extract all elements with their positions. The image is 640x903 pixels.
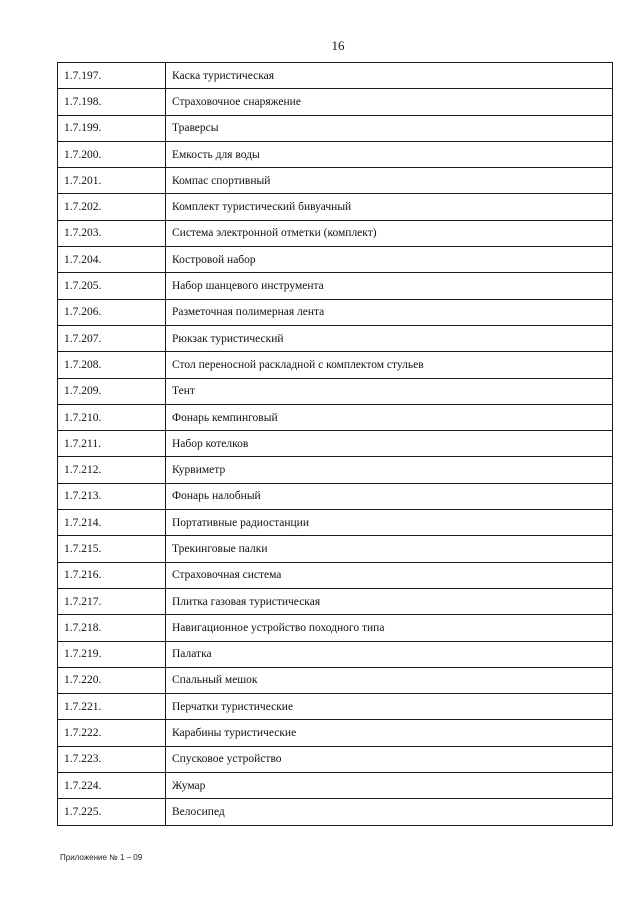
table-row xyxy=(58,115,613,141)
item-number: 1.7.219. xyxy=(58,641,166,667)
item-number: 1.7.204. xyxy=(58,247,166,273)
item-name: Набор котелков xyxy=(166,431,613,457)
item-name: Компас спортивный xyxy=(166,168,613,194)
item-number: 1.7.209. xyxy=(58,378,166,404)
item-number: 1.7.210. xyxy=(58,404,166,430)
item-name: Спусковое устройство xyxy=(166,746,613,772)
item-number: 1.7.211. xyxy=(58,431,166,457)
item-name: Тент xyxy=(166,378,613,404)
item-name: Перчатки туристические xyxy=(166,694,613,720)
table-row xyxy=(58,247,613,273)
item-name: Трекинговые палки xyxy=(166,536,613,562)
item-number: 1.7.206. xyxy=(58,299,166,325)
table-row xyxy=(58,746,613,772)
table-row xyxy=(58,588,613,614)
item-number: 1.7.224. xyxy=(58,773,166,799)
table-row xyxy=(58,220,613,246)
item-number: 1.7.216. xyxy=(58,562,166,588)
item-name: Портативные радиостанции xyxy=(166,510,613,536)
table-row xyxy=(58,168,613,194)
item-name: Комплект туристический бивуачный xyxy=(166,194,613,220)
item-number: 1.7.201. xyxy=(58,168,166,194)
item-name: Костровой набор xyxy=(166,247,613,273)
item-number: 1.7.208. xyxy=(58,352,166,378)
table-row xyxy=(58,378,613,404)
item-number: 1.7.225. xyxy=(58,799,166,825)
table-row xyxy=(58,141,613,167)
item-name: Велосипед xyxy=(166,799,613,825)
item-number: 1.7.223. xyxy=(58,746,166,772)
table-row xyxy=(58,404,613,430)
table-row xyxy=(58,325,613,351)
item-name: Каска туристическая xyxy=(166,63,613,89)
table-row xyxy=(58,694,613,720)
page-number: 16 xyxy=(331,38,345,53)
table-row xyxy=(58,536,613,562)
item-number: 1.7.212. xyxy=(58,457,166,483)
item-name: Траверсы xyxy=(166,115,613,141)
table-row xyxy=(58,615,613,641)
table-row xyxy=(58,299,613,325)
equipment-table xyxy=(57,62,613,826)
item-number: 1.7.197. xyxy=(58,63,166,89)
table-row xyxy=(58,641,613,667)
item-number: 1.7.217. xyxy=(58,588,166,614)
item-name: Разметочная полимерная лента xyxy=(166,299,613,325)
item-number: 1.7.203. xyxy=(58,220,166,246)
table-row xyxy=(58,457,613,483)
item-number: 1.7.199. xyxy=(58,115,166,141)
item-name: Страховочное снаряжение xyxy=(166,89,613,115)
item-name: Карабины туристические xyxy=(166,720,613,746)
table-row xyxy=(58,510,613,536)
item-name: Страховочная система xyxy=(166,562,613,588)
item-number: 1.7.214. xyxy=(58,510,166,536)
item-name: Плитка газовая туристическая xyxy=(166,588,613,614)
item-number: 1.7.202. xyxy=(58,194,166,220)
item-number: 1.7.222. xyxy=(58,720,166,746)
item-name: Жумар xyxy=(166,773,613,799)
page-footer: Приложение № 1 – 09 xyxy=(60,853,143,862)
item-number: 1.7.215. xyxy=(58,536,166,562)
table-row xyxy=(58,667,613,693)
item-name: Рюкзак туристический xyxy=(166,325,613,351)
item-name: Система электронной отметки (комплект) xyxy=(166,220,613,246)
table-row xyxy=(58,63,613,89)
item-name: Набор шанцевого инструмента xyxy=(166,273,613,299)
table-row xyxy=(58,89,613,115)
item-number: 1.7.218. xyxy=(58,615,166,641)
item-name: Фонарь кемпинговый xyxy=(166,404,613,430)
table-row xyxy=(58,562,613,588)
item-name: Палатка xyxy=(166,641,613,667)
table-body xyxy=(58,63,613,826)
item-number: 1.7.200. xyxy=(58,141,166,167)
item-number: 1.7.207. xyxy=(58,325,166,351)
item-number: 1.7.221. xyxy=(58,694,166,720)
item-name: Навигационное устройство походного типа xyxy=(166,615,613,641)
item-name: Стол переносной раскладной с комплектом стульев xyxy=(166,352,613,378)
item-number: 1.7.213. xyxy=(58,483,166,509)
table-row xyxy=(58,194,613,220)
item-name: Фонарь налобный xyxy=(166,483,613,509)
item-number: 1.7.205. xyxy=(58,273,166,299)
table-row xyxy=(58,799,613,825)
item-number: 1.7.220. xyxy=(58,667,166,693)
table-row xyxy=(58,720,613,746)
item-name: Спальный мешок xyxy=(166,667,613,693)
table-row xyxy=(58,352,613,378)
item-name: Емкость для воды xyxy=(166,141,613,167)
item-name: Курвиметр xyxy=(166,457,613,483)
table-row xyxy=(58,431,613,457)
item-number: 1.7.198. xyxy=(58,89,166,115)
table-row xyxy=(58,483,613,509)
table-row xyxy=(58,773,613,799)
table-row xyxy=(58,273,613,299)
